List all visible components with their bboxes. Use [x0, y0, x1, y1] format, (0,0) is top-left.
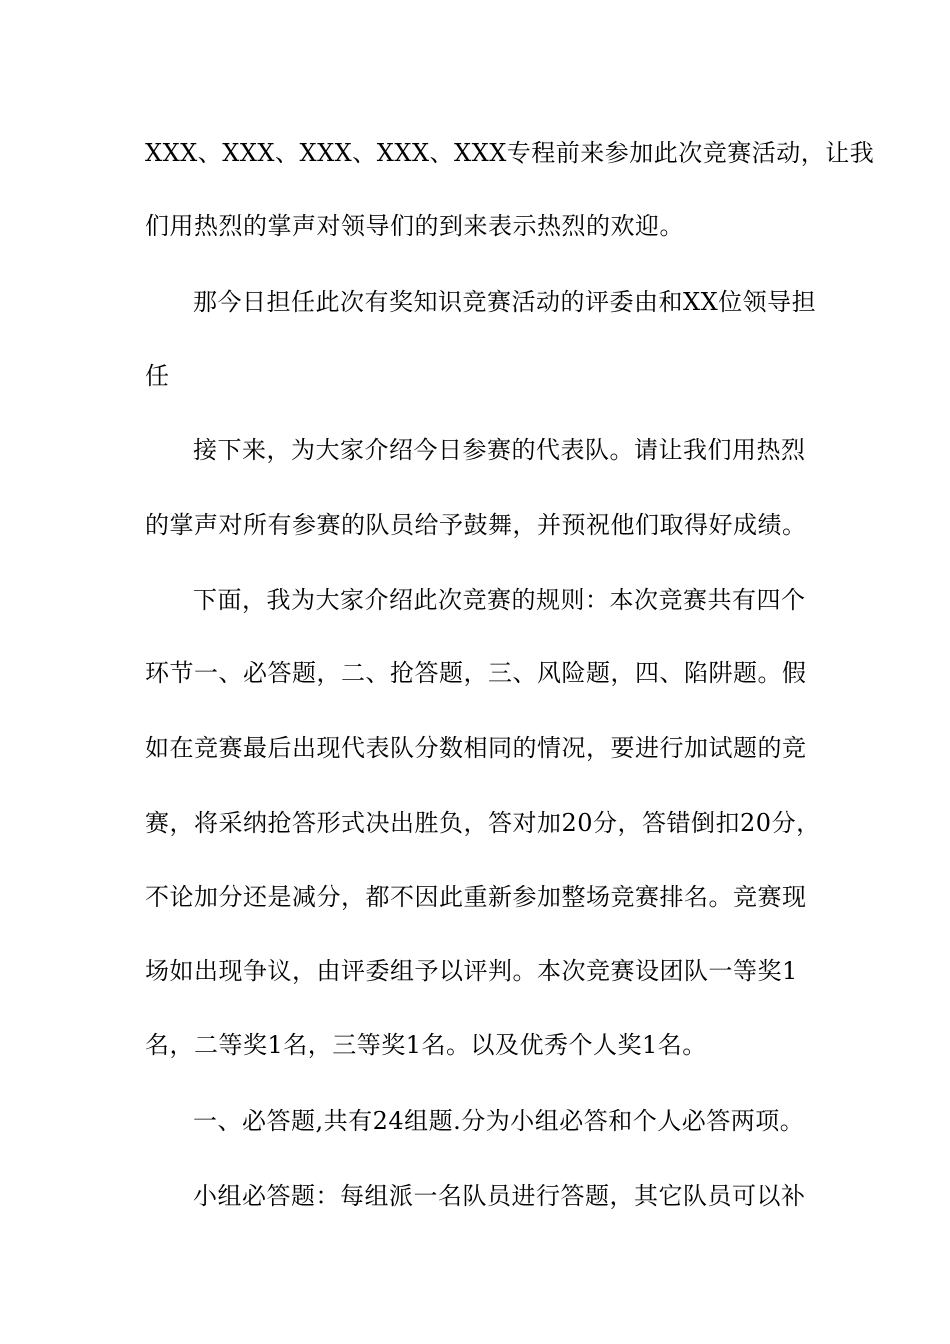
paragraph-start-line: 一、必答题,共有24组题.分为小组必答和个人必答两项。 — [193, 1107, 805, 1135]
text-line: XXX、XXX、XXX、XXX、XXX专程前来参加此次竞赛活动，让我 — [145, 139, 875, 167]
text-line: 的掌声对所有参赛的队员给予鼓舞，并预祝他们取得好成绩。 — [145, 511, 807, 539]
paragraph-start-line: 小组必答题：每组派一名队员进行答题，其它队员可以补 — [193, 1182, 806, 1210]
text-line: 不论加分还是减分，都不因此重新参加整场竞赛排名。竞赛现 — [145, 883, 807, 911]
text-line: 场如出现争议，由评委组予以评判。本次竞赛设团队一等奖1 — [145, 957, 798, 985]
text-line: 任 — [145, 362, 170, 390]
text-line: 如在竞赛最后出现代表队分数相同的情况，要进行加试题的竞 — [145, 734, 807, 762]
text-line: 们用热烈的掌声对领导们的到来表示热烈的欢迎。 — [145, 212, 684, 240]
text-line: 赛，将采纳抢答形式决出胜负，答对加20分，答错倒扣20分， — [145, 809, 821, 837]
text-line: 环节一、必答题，二、抢答题，三、风险题，四、陷阱题。假 — [145, 659, 807, 687]
text-line: 名，二等奖1名，三等奖1名。以及优秀个人奖1名。 — [145, 1031, 707, 1059]
paragraph-start-line: 接下来，为大家介绍今日参赛的代表队。请让我们用热烈 — [193, 436, 806, 464]
paragraph-start-line: 下面，我为大家介绍此次竞赛的规则：本次竞赛共有四个 — [193, 586, 806, 614]
paragraph-start-line: 那今日担任此次有奖知识竞赛活动的评委由和XX位领导担 — [193, 288, 817, 316]
